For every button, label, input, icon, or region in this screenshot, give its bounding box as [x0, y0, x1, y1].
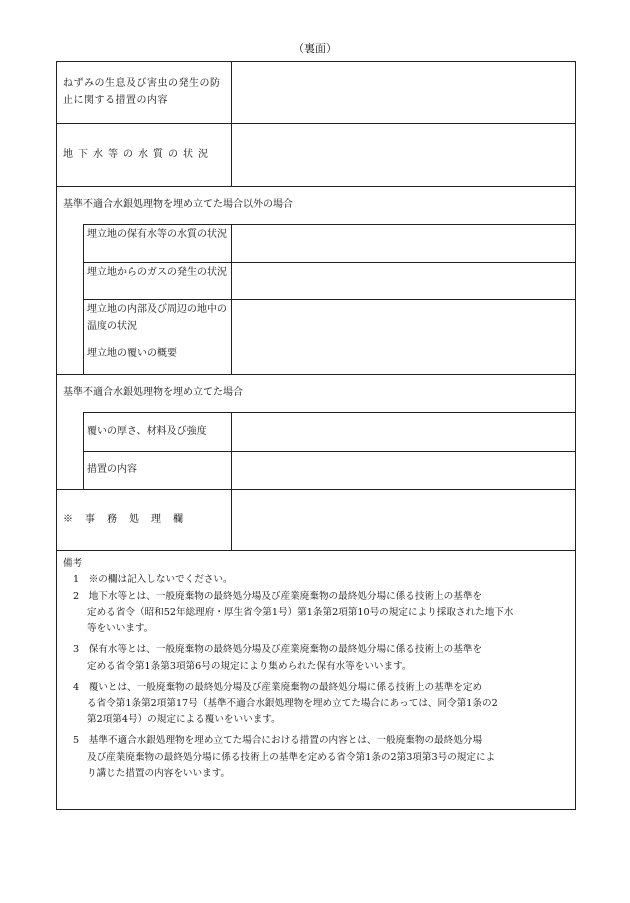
label-groundwater: 地下水等の水質の状況: [63, 149, 213, 160]
indent-divider: [83, 412, 84, 489]
remark-line: 第2項第4号）の規定による覆いをいいます。: [87, 714, 281, 725]
label-gas: 埋立地からのガスの発生の状況: [87, 267, 227, 278]
remark-line: 5 基準不適合水銀処理物を埋め立てた場合における措置の内容とは、一般廃棄物の最終処分場: [73, 735, 483, 746]
label-ground-temp: 埋立地の内部及び周辺の地中の温度の状況: [87, 304, 227, 332]
indent-divider: [83, 224, 84, 374]
label-retained-water: 埋立地の保有水等の水質の状況: [87, 229, 227, 240]
cover-summary-field[interactable]: [232, 337, 575, 374]
groundwater-field[interactable]: [232, 124, 575, 186]
remark-line: り講じた措置の内容をいいます。: [87, 768, 231, 779]
row-divider: [57, 374, 575, 375]
page-title: （裏面）: [293, 42, 337, 55]
ground-temp-field[interactable]: [232, 300, 575, 336]
remark-line: 及び産業廃棄物の最終処分場に係る技術上の基準を定める省令第1条の2第3項第3号の規定によ: [87, 752, 496, 763]
remark-line: 定める省令（昭和52年総理府・厚生省令第1号）第1条第2項第10号の規定により採取された地下水: [87, 607, 514, 618]
office-use-field: [232, 490, 575, 550]
row-divider: [57, 550, 575, 551]
gas-field[interactable]: [232, 263, 575, 299]
row-divider: [57, 186, 575, 187]
measures-field[interactable]: [232, 452, 575, 489]
remarks-heading: 備考: [63, 558, 83, 569]
remark-line: 定める省令第1条第3項第6号の規定により集められた保有水等をいいます。: [87, 661, 412, 672]
rat-pest-field[interactable]: [232, 62, 575, 123]
remark-line: る省令第1条第2項第17号（基準不適合水銀処理物を埋め立てた場合にあっては、同令第1条の2: [87, 698, 498, 709]
label-cover-thickness: 覆いの厚さ、材料及び強度: [87, 426, 207, 437]
remark-line: 3 保有水等とは、一般廃棄物の最終処分場及び産業廃棄物の最終処分場に係る技術上の基準を: [73, 644, 483, 655]
remark-line: 4 覆いとは、一般廃棄物の最終処分場及び産業廃棄物の最終処分場に係る技術上の基準を定め: [73, 682, 483, 693]
cover-thickness-field[interactable]: [232, 413, 575, 451]
label-measures: 措置の内容: [87, 464, 137, 475]
section-a-heading: 基準不適合水銀処理物を埋め立てた場合以外の場合: [63, 199, 293, 210]
remark-line: 等をいいます。: [87, 623, 154, 634]
remark-line: 1 ※の欄は記入しないでください。: [73, 574, 233, 585]
section-b-heading: 基準不適合水銀処理物を埋め立てた場合: [63, 387, 243, 398]
label-rat-pest: ねずみの生息及び害虫の発生の防止に関する措置の内容: [63, 78, 221, 106]
label-cover-summary: 埋立地の覆いの概要: [87, 348, 177, 359]
label-office-use: ※ 事 務 処 理 欄: [63, 514, 184, 525]
remark-line: 2 地下水等とは、一般廃棄物の最終処分場及び産業廃棄物の最終処分場に係る技術上の基準を: [73, 591, 483, 602]
retained-water-field[interactable]: [232, 225, 575, 262]
form-table: [56, 61, 576, 810]
